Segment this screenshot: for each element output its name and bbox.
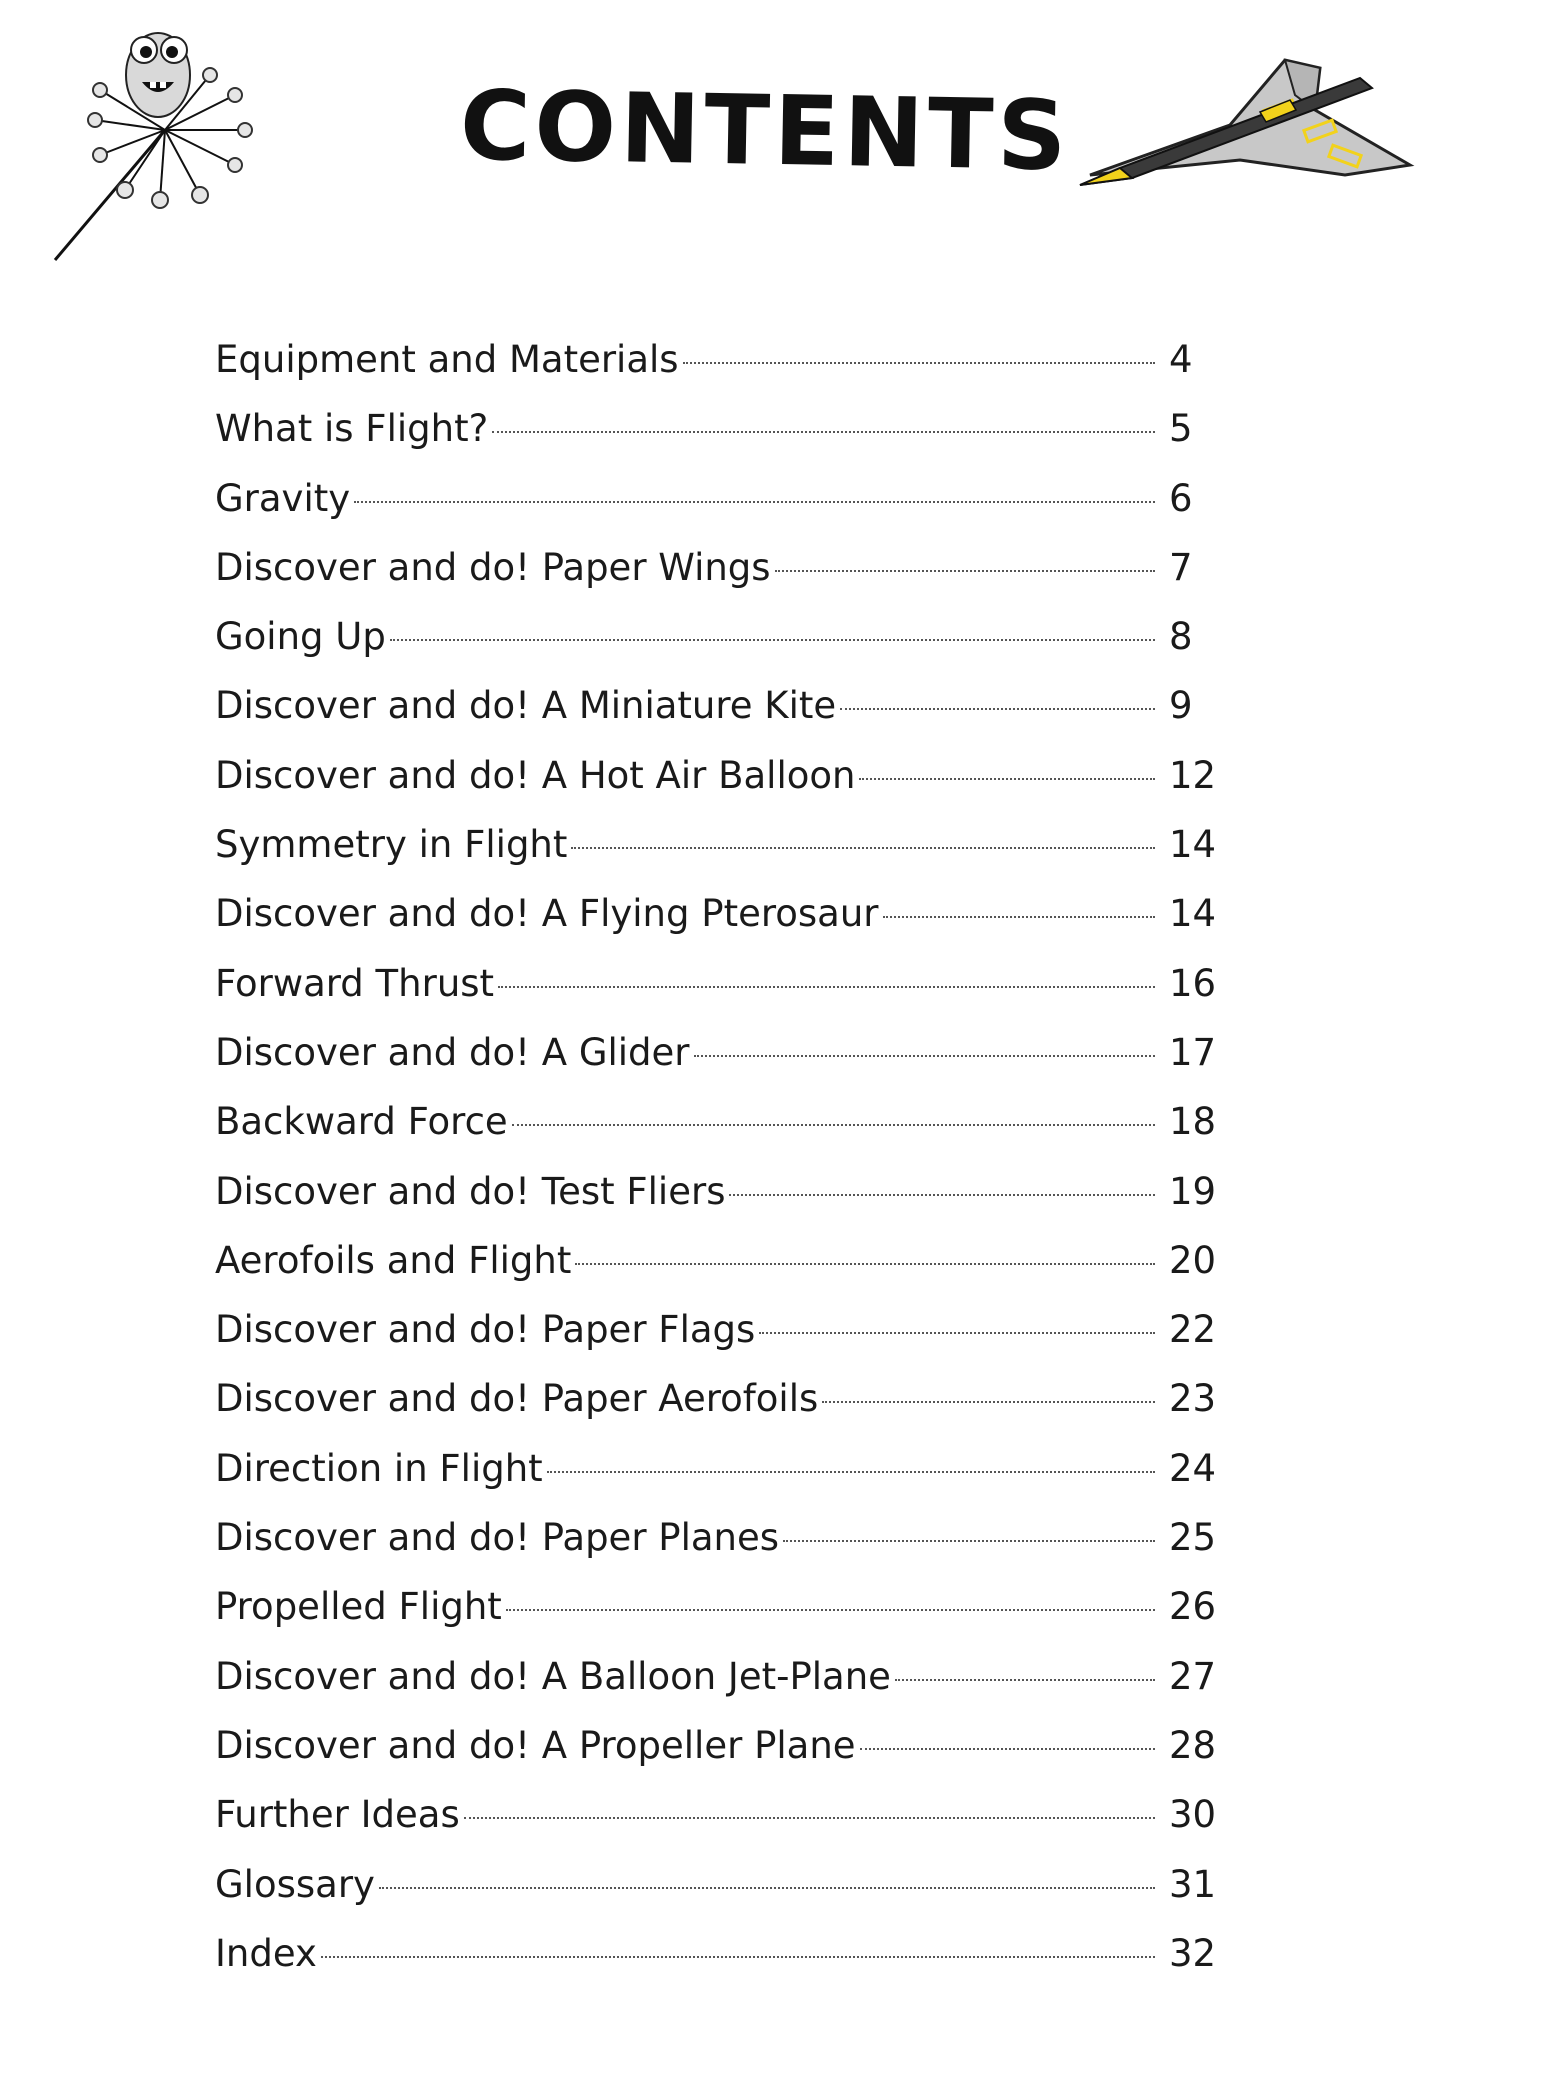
toc-entry-title: Discover and do! A Glider	[215, 1030, 690, 1074]
toc-entry-page-number: 32	[1169, 1931, 1217, 1975]
toc-entry-page-number: 18	[1169, 1100, 1217, 1144]
toc-entry-page-number: 25	[1169, 1516, 1217, 1560]
toc-entry-page-number: 23	[1169, 1377, 1217, 1421]
toc-entry	[215, 325, 1225, 394]
toc-entry	[215, 1157, 1225, 1226]
toc-entry-title: Forward Thrust	[215, 961, 495, 1005]
toc-entry-page-number: 14	[1169, 892, 1217, 936]
paper-plane-icon	[1060, 50, 1440, 210]
dot-leader	[694, 1055, 1155, 1057]
toc-entry-page-number: 31	[1169, 1862, 1217, 1906]
toc-entry-title: Glossary	[215, 1862, 375, 1906]
toc-entry-title: Direction in Flight	[215, 1446, 543, 1490]
toc-entry	[215, 741, 1225, 810]
toc-entry	[215, 1295, 1225, 1364]
toc-entry	[215, 1919, 1225, 1988]
dot-leader	[883, 916, 1156, 918]
dot-leader	[775, 570, 1155, 572]
table-of-contents	[215, 325, 1225, 1988]
toc-entry-page-number: 7	[1169, 545, 1193, 589]
toc-entry-title: Discover and do! A Hot Air Balloon	[215, 753, 856, 797]
toc-entry-page-number: 19	[1169, 1169, 1217, 1213]
toc-entry-title: Equipment and Materials	[215, 338, 679, 381]
toc-entry	[215, 394, 1225, 463]
toc-entry	[215, 1226, 1225, 1295]
toc-entry-page-number: 26	[1169, 1585, 1217, 1629]
toc-entry	[215, 1780, 1225, 1849]
toc-entry-title: What is Flight?	[215, 407, 489, 451]
dot-leader	[729, 1194, 1155, 1196]
dot-leader	[464, 1817, 1155, 1819]
toc-entry-page-number: 16	[1169, 961, 1217, 1005]
dot-leader	[783, 1540, 1155, 1542]
toc-entry-page-number: 6	[1169, 476, 1193, 520]
dot-leader	[506, 1609, 1155, 1611]
toc-entry	[215, 1642, 1225, 1711]
toc-entry-title: Discover and do! Paper Flags	[215, 1308, 756, 1352]
toc-entry-page-number: 28	[1169, 1723, 1217, 1767]
toc-entry	[215, 1850, 1225, 1919]
toc-entry-title: Propelled Flight	[215, 1585, 502, 1629]
toc-entry-page-number: 30	[1169, 1793, 1217, 1837]
page-title: CONTENTS	[459, 69, 1072, 193]
toc-entry	[215, 464, 1225, 533]
toc-entry-title: Discover and do! Test Fliers	[215, 1169, 726, 1213]
dot-leader	[498, 986, 1155, 988]
toc-entry	[215, 1503, 1225, 1572]
toc-entry-title: Discover and do! Paper Aerofoils	[215, 1377, 819, 1421]
toc-entry-title: Discover and do! A Propeller Plane	[215, 1723, 856, 1767]
toc-entry	[215, 1364, 1225, 1433]
toc-entry-title: Backward Force	[215, 1100, 508, 1144]
toc-entry-title: Discover and do! A Miniature Kite	[215, 684, 837, 728]
toc-entry-title: Going Up	[215, 615, 386, 659]
dot-leader	[860, 1748, 1155, 1750]
toc-entry	[215, 1018, 1225, 1087]
dot-leader	[895, 1679, 1155, 1681]
toc-entry-title: Discover and do! Paper Wings	[215, 545, 771, 589]
toc-entry-title: Aerofoils and Flight	[215, 1238, 572, 1282]
dot-leader	[390, 639, 1155, 641]
dot-leader	[354, 501, 1155, 503]
dot-leader	[547, 1471, 1155, 1473]
toc-entry-title: Further Ideas	[215, 1793, 460, 1837]
toc-entry-title: Index	[215, 1931, 317, 1975]
toc-entry-page-number: 20	[1169, 1238, 1217, 1282]
toc-entry	[215, 602, 1225, 671]
toc-entry	[215, 671, 1225, 740]
toc-entry-title: Gravity	[215, 476, 351, 520]
dot-leader	[492, 431, 1155, 433]
toc-entry	[215, 1087, 1225, 1156]
toc-entry-page-number: 9	[1169, 684, 1193, 728]
toc-entry-page-number: 22	[1169, 1308, 1217, 1352]
toc-entry	[215, 879, 1225, 948]
dot-leader	[379, 1887, 1155, 1889]
toc-entry-page-number: 4	[1169, 338, 1193, 381]
dot-leader	[683, 362, 1155, 364]
toc-entry-title: Discover and do! Paper Planes	[215, 1516, 780, 1560]
toc-entry-page-number: 14	[1169, 823, 1217, 867]
toc-entry	[215, 1572, 1225, 1641]
dot-leader	[321, 1956, 1155, 1958]
toc-entry-page-number: 27	[1169, 1654, 1217, 1698]
dot-leader	[571, 847, 1155, 849]
dot-leader	[822, 1401, 1155, 1403]
dot-leader	[859, 778, 1155, 780]
dot-leader	[512, 1124, 1155, 1126]
toc-entry-page-number: 24	[1169, 1446, 1217, 1490]
dandelion-face-icon	[40, 20, 270, 270]
toc-entry-title: Symmetry in Flight	[215, 823, 568, 867]
toc-entry	[215, 810, 1225, 879]
toc-entry-title: Discover and do! A Balloon Jet-Plane	[215, 1654, 891, 1698]
toc-entry	[215, 949, 1225, 1018]
toc-entry	[215, 1434, 1225, 1503]
dot-leader	[575, 1263, 1155, 1265]
dot-leader	[840, 708, 1155, 710]
toc-entry-page-number: 5	[1169, 407, 1193, 451]
toc-entry	[215, 1711, 1225, 1780]
toc-entry-page-number: 12	[1169, 753, 1217, 797]
dot-leader	[759, 1332, 1155, 1334]
toc-entry-page-number: 17	[1169, 1030, 1217, 1074]
toc-entry	[215, 533, 1225, 602]
toc-entry-page-number: 8	[1169, 615, 1193, 659]
toc-entry-title: Discover and do! A Flying Pterosaur	[215, 892, 879, 936]
